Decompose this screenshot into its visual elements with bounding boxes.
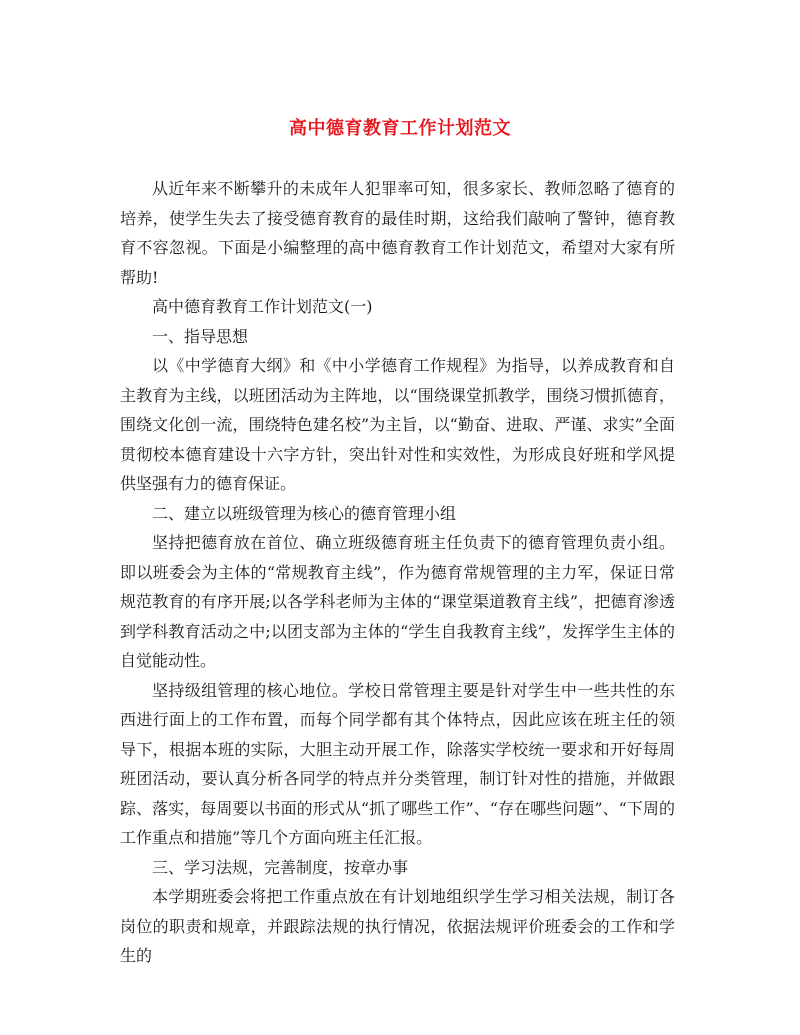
heading-regulations: 三、学习法规，完善制度，按章办事 [152,857,409,877]
document-body [120,174,675,971]
heading-guiding-thought: 一、指导思想 [152,326,249,346]
regulations-paragraph: 本学期班委会将把工作重点放在有计划地组织学生学习相关法规，制订各岗位的职责和规章，并跟踪法规的执行情况，依据法规评价班委会的工作和学生的 [120,887,675,965]
management-group-paragraph: 坚持把德育放在首位、确立班级德育班主任负责下的德育管理负责小组。即以班委会为主体的“常规教育主线”，作为德育常规管理的主力军，保证日常规范教育的有序开展;以各学科老师为主体的“课堂渠道教育主线”，把德育渗透到学科教育活动之中;以团支部为主体的“学生自我教育主线”，发挥学生主体的自觉能动性。 [120,533,675,670]
intro-paragraph: 从近年来不断攀升的未成年人犯罪率可知，很多家长、教师忽略了德育的培养，使学生失去了接受德育教育的最佳时期，这给我们敲响了警钟，德育教育不容忽视。下面是小编整理的高中德育教育工作计划范文，希望对大家有所帮助! [120,179,675,287]
heading-management-group: 二、建立以班级管理为核心的德育管理小组 [152,503,457,523]
document-title: 高中德育教育工作计划范文 [289,118,511,139]
section-subtitle: 高中德育教育工作计划范文(一) [152,297,373,316]
grade-management-paragraph: 坚持级组管理的核心地位。学校日常管理主要是针对学生中一些共性的东西进行面上的工作布置，而每个同学都有其个体特点，因此应该在班主任的领导下，根据本班的实际，大胆主动开展工作，除落实学校统一要求和开好每周班团活动，要认真分析各同学的特点并分类管理，制订针对性的措施，并做跟踪、落实，每周要以书面的形式从“抓了哪些工作”、“存在哪些问题”、“下周的工作重点和措施”等几个方面向班主任汇报。 [120,680,675,847]
guiding-thought-paragraph: 以《中学德育大纲》和《中小学德育工作规程》为指导，以养成教育和自主教育为主线，以班团活动为主阵地，以“围绕课堂抓教学，围绕习惯抓德育，围绕文化创一流，围绕特色建名校”为主旨，以“勤奋、进取、严谨、求实”全面贯彻校本德育建设十六字方针，突出针对性和实效性，为形成良好班和学风提供坚强有力的德育保证。 [120,356,675,493]
